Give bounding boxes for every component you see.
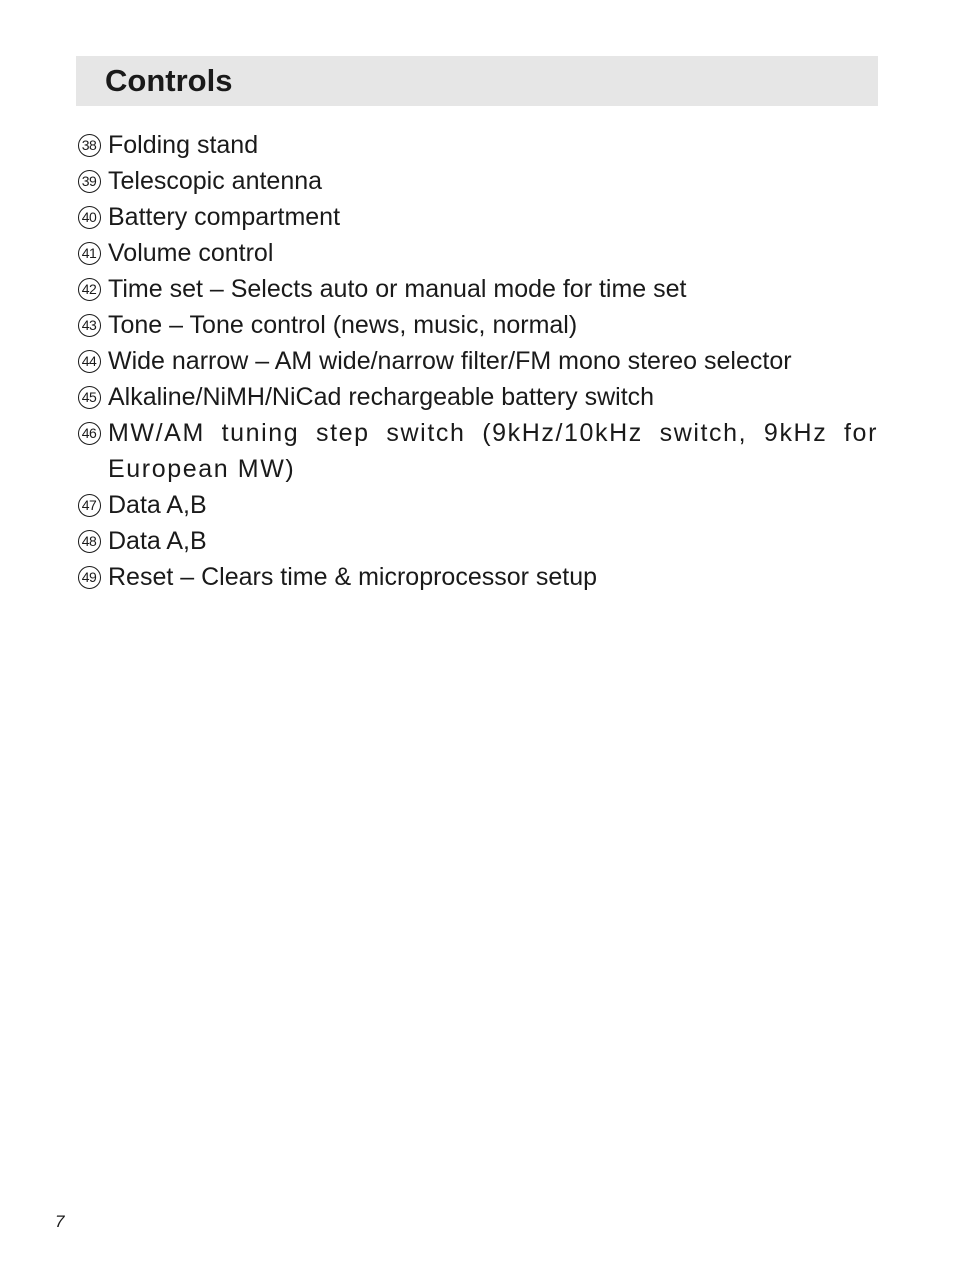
list-item bbox=[76, 379, 878, 415]
section-title: Controls bbox=[105, 63, 233, 98]
item-number-badge: 44 bbox=[78, 350, 101, 373]
item-number-badge: 42 bbox=[78, 278, 101, 301]
item-number-badge: 46 bbox=[78, 422, 101, 445]
item-text: Alkaline/NiMH/NiCad rechargeable battery switch bbox=[108, 383, 655, 411]
item-text: Data A,B bbox=[108, 527, 207, 555]
item-text: Folding stand bbox=[108, 131, 259, 159]
item-text: MW/AM tuning step switch (9kHz/10kHz switch, 9kHz for European MW) bbox=[108, 419, 878, 483]
list-item bbox=[76, 487, 878, 523]
item-number-badge: 43 bbox=[78, 314, 101, 337]
item-number-badge: 49 bbox=[78, 566, 101, 589]
controls-list bbox=[76, 127, 878, 595]
item-text: Volume control bbox=[108, 239, 274, 267]
item-number-badge: 45 bbox=[78, 386, 101, 409]
list-item bbox=[76, 307, 878, 343]
item-text: Tone – Tone control (news, music, normal) bbox=[108, 311, 578, 339]
list-item bbox=[76, 127, 878, 163]
list-item bbox=[76, 343, 878, 379]
list-item bbox=[76, 163, 878, 199]
list-item bbox=[76, 235, 878, 271]
item-text: Data A,B bbox=[108, 491, 207, 519]
list-item bbox=[76, 271, 878, 307]
item-number-badge: 47 bbox=[78, 494, 101, 517]
list-item bbox=[76, 523, 878, 559]
item-number-badge: 38 bbox=[78, 134, 101, 157]
list-item bbox=[76, 199, 878, 235]
page-number: 7 bbox=[55, 1212, 65, 1231]
item-number-badge: 48 bbox=[78, 530, 101, 553]
item-text: Reset – Clears time & microprocessor setup bbox=[108, 563, 598, 591]
item-number-badge: 40 bbox=[78, 206, 101, 229]
list-item bbox=[76, 559, 878, 595]
item-number-badge: 41 bbox=[78, 242, 101, 265]
item-number-badge: 39 bbox=[78, 170, 101, 193]
item-text: Time set – Selects auto or manual mode for time set bbox=[108, 275, 687, 303]
item-text: Battery compartment bbox=[108, 203, 341, 231]
item-text: Telescopic antenna bbox=[108, 167, 323, 195]
item-text: Wide narrow – AM wide/narrow filter/FM mono stereo selector bbox=[108, 347, 792, 375]
section-header bbox=[76, 56, 878, 106]
list-item bbox=[76, 415, 878, 487]
